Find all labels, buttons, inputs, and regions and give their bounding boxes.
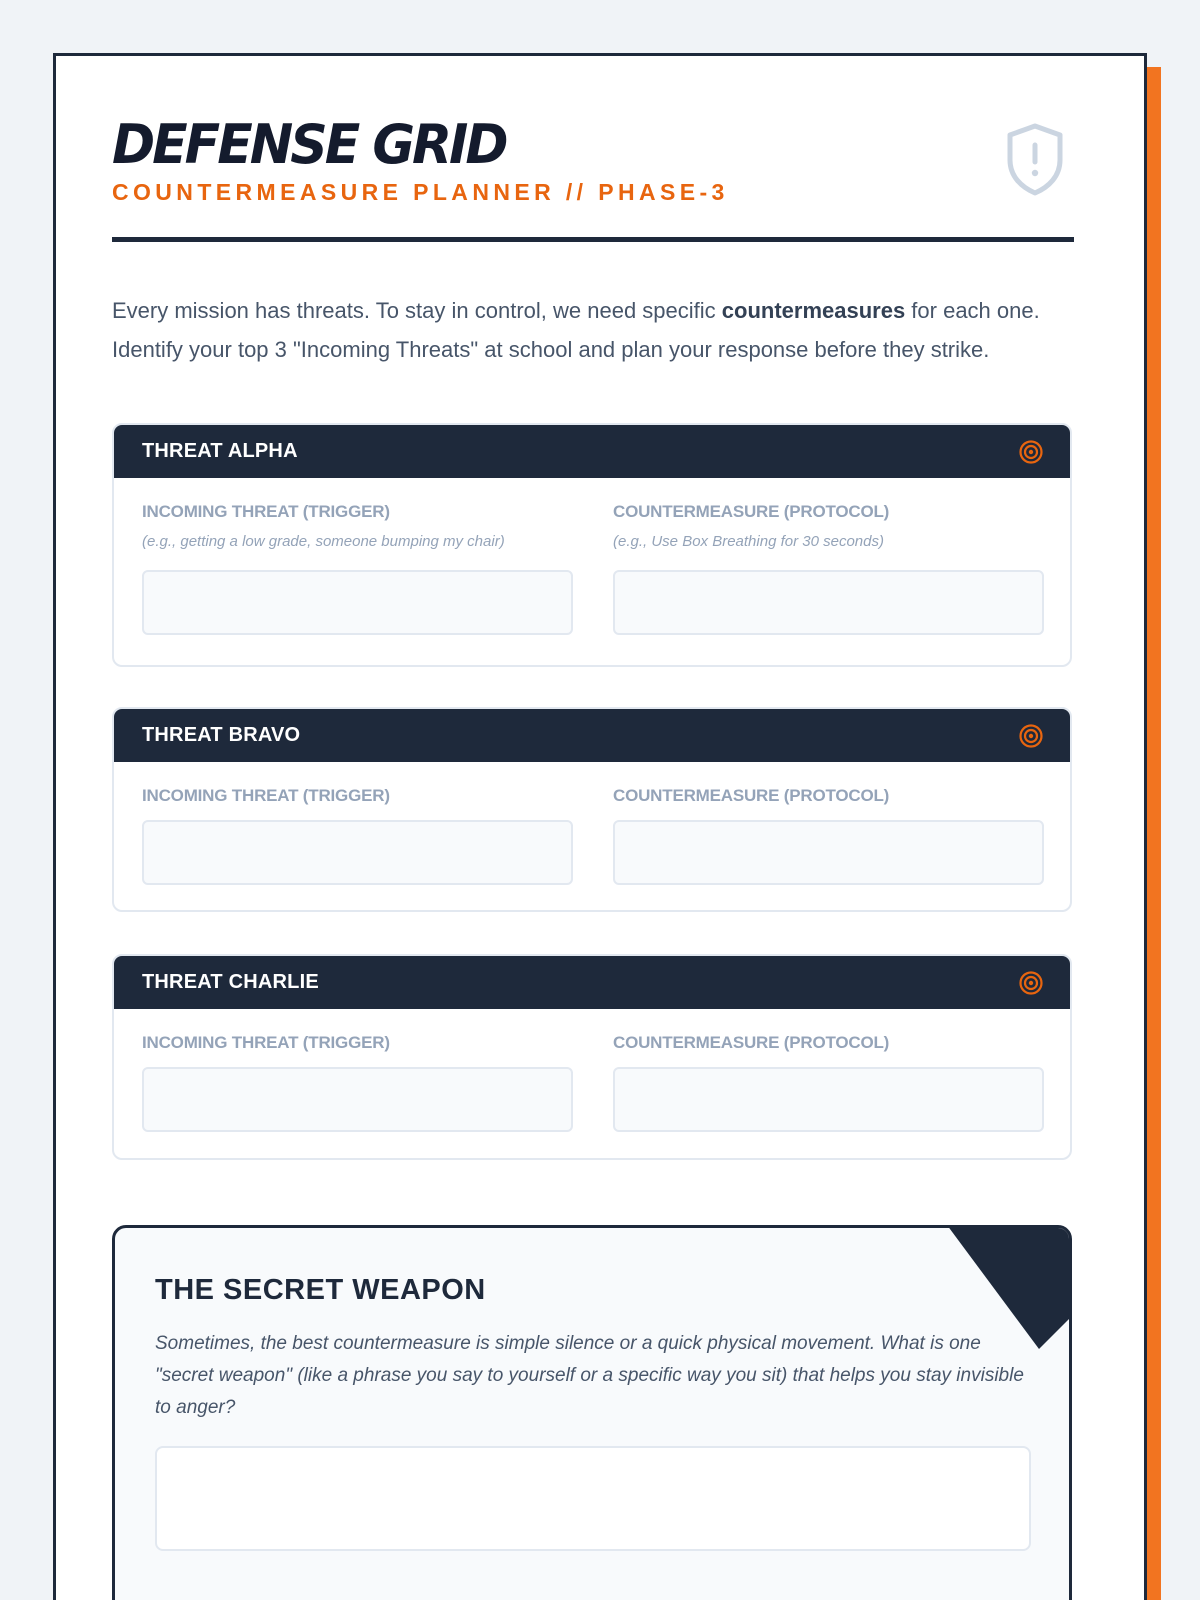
protocol-input[interactable] bbox=[613, 1067, 1044, 1132]
trigger-column bbox=[142, 502, 573, 635]
trigger-label: INCOMING THREAT (TRIGGER) bbox=[142, 1033, 390, 1052]
secret-weapon-title: THE SECRET WEAPON bbox=[155, 1274, 486, 1306]
trigger-column bbox=[142, 1033, 573, 1132]
protocol-input[interactable] bbox=[613, 570, 1044, 635]
protocol-label: COUNTERMEASURE (PROTOCOL) bbox=[613, 786, 890, 805]
target-icon bbox=[1018, 439, 1044, 465]
trigger-label: INCOMING THREAT (TRIGGER) bbox=[142, 786, 390, 805]
trigger-label: INCOMING THREAT (TRIGGER) bbox=[142, 502, 390, 521]
threat-card-body bbox=[114, 478, 1070, 635]
protocol-column bbox=[613, 1033, 1044, 1132]
trigger-column bbox=[142, 786, 573, 885]
secret-weapon-prompt: Sometimes, the best countermeasure is simple silence or a quick physical movement. What is one "secret weapon" (like a phrase you say to yourself or a specific way you sit) that helps you stay invisible to anger? bbox=[155, 1333, 1024, 1418]
page-subtitle: COUNTERMEASURE PLANNER // PHASE-3 bbox=[112, 179, 729, 205]
trigger-input[interactable] bbox=[142, 1067, 573, 1132]
threat-card-alpha bbox=[112, 423, 1072, 667]
threat-title: THREAT BRAVO bbox=[142, 724, 301, 746]
protocol-label: COUNTERMEASURE (PROTOCOL) bbox=[613, 1033, 890, 1052]
intro-text-part1: Every mission has threats. To stay in control, we need specific bbox=[112, 298, 722, 323]
threat-card-body bbox=[114, 762, 1070, 885]
trigger-hint: (e.g., getting a low grade, someone bumping my chair) bbox=[142, 533, 505, 550]
shield-alert-icon bbox=[1004, 122, 1066, 196]
threat-card-body bbox=[114, 1009, 1070, 1132]
protocol-label: COUNTERMEASURE (PROTOCOL) bbox=[613, 502, 890, 521]
target-icon bbox=[1018, 970, 1044, 996]
trigger-input[interactable] bbox=[142, 570, 573, 635]
trigger-input[interactable] bbox=[142, 820, 573, 885]
threat-title: THREAT ALPHA bbox=[142, 440, 298, 462]
protocol-column bbox=[613, 502, 1044, 635]
protocol-input[interactable] bbox=[613, 820, 1044, 885]
page-header bbox=[112, 112, 1074, 242]
intro-text-part2: for each one. Identify your top 3 "Incoming Threats" at school and plan your response before they strike. bbox=[112, 298, 1040, 362]
threat-card-charlie bbox=[112, 954, 1072, 1160]
threat-card-bravo bbox=[112, 707, 1072, 912]
threat-card-header bbox=[114, 956, 1070, 1009]
intro-text bbox=[112, 291, 1092, 369]
secret-weapon-input[interactable] bbox=[155, 1446, 1031, 1551]
page-title: DEFENSE GRID bbox=[112, 113, 506, 177]
threat-card-header bbox=[114, 709, 1070, 762]
threat-card-header bbox=[114, 425, 1070, 478]
secret-weapon-panel bbox=[112, 1225, 1072, 1600]
intro-keyword: countermeasures bbox=[721, 298, 906, 323]
threat-title: THREAT CHARLIE bbox=[142, 971, 319, 993]
target-icon bbox=[1018, 723, 1044, 749]
worksheet-page bbox=[53, 53, 1147, 1600]
protocol-hint: (e.g., Use Box Breathing for 30 seconds) bbox=[613, 533, 884, 550]
protocol-column bbox=[613, 786, 1044, 885]
